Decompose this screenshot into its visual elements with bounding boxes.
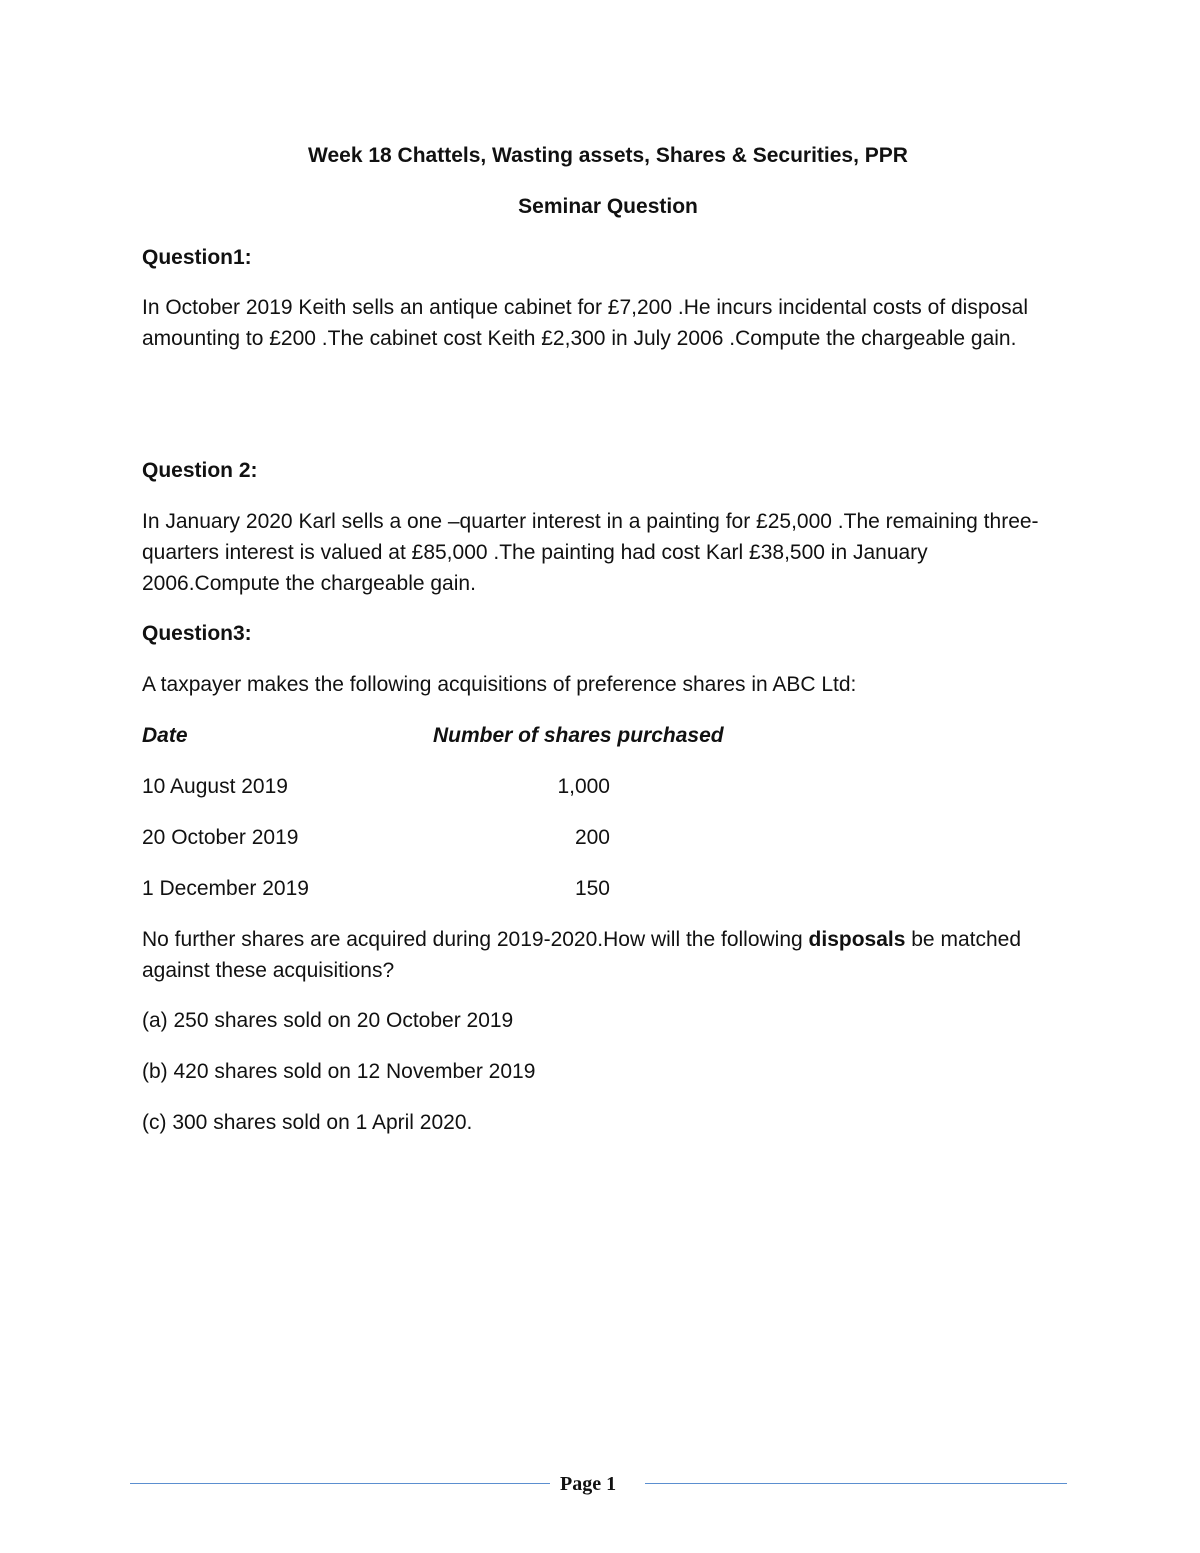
question-3-heading: Question3: bbox=[142, 622, 252, 645]
followup-text-end: be matched against these acquisitions? bbox=[142, 928, 1021, 982]
question-2-text: In January 2020 Karl sells a one –quarter interest in a painting for £25,000 .The remaining three-quarters interest is valued at £85,000 .The painting had cost Karl £38,500 in January 2006.Compute the chargeable gain. bbox=[142, 510, 1039, 595]
question-1-heading: Question1: bbox=[142, 246, 252, 269]
question-3-part-b: (b) 420 shares sold on 12 November 2019 bbox=[142, 1060, 536, 1083]
followup-bold-term: disposals bbox=[808, 928, 906, 951]
document-title: Week 18 Chattels, Wasting assets, Shares & Securities, PPR bbox=[308, 144, 908, 167]
footer-rule-left bbox=[130, 1483, 550, 1484]
page-number: Page 1 bbox=[560, 1473, 617, 1495]
question-3-part-c: (c) 300 shares sold on 1 April 2020. bbox=[142, 1111, 473, 1134]
table-cell-shares: 1,000 bbox=[557, 775, 610, 798]
table-cell-date: 20 October 2019 bbox=[142, 826, 299, 849]
table-cell-date: 1 December 2019 bbox=[142, 877, 309, 900]
table-cell-shares: 150 bbox=[574, 877, 610, 900]
table-header-shares: Number of shares purchased bbox=[433, 724, 724, 747]
table-cell-shares: 200 bbox=[574, 826, 610, 849]
question-3-part-a: (a) 250 shares sold on 20 October 2019 bbox=[142, 1009, 514, 1032]
question-3-followup bbox=[142, 924, 1042, 986]
question-3-intro: A taxpayer makes the following acquisitions of preference shares in ABC Ltd: bbox=[142, 673, 857, 696]
question-1-text: In October 2019 Keith sells an antique cabinet for £7,200 .He incurs incidental costs of disposal amounting to £200 .The cabinet cost Keith £2,300 in July 2006 .Compute the chargeable gain. bbox=[142, 296, 1029, 350]
footer-rule-right bbox=[645, 1483, 1067, 1484]
document-subtitle: Seminar Question bbox=[518, 195, 698, 218]
table-cell-date: 10 August 2019 bbox=[142, 775, 288, 798]
table-header-date: Date bbox=[142, 724, 188, 747]
followup-text-start: No further shares are acquired during 2019-2020.How will the following bbox=[142, 928, 809, 951]
question-2-heading: Question 2: bbox=[142, 459, 258, 482]
